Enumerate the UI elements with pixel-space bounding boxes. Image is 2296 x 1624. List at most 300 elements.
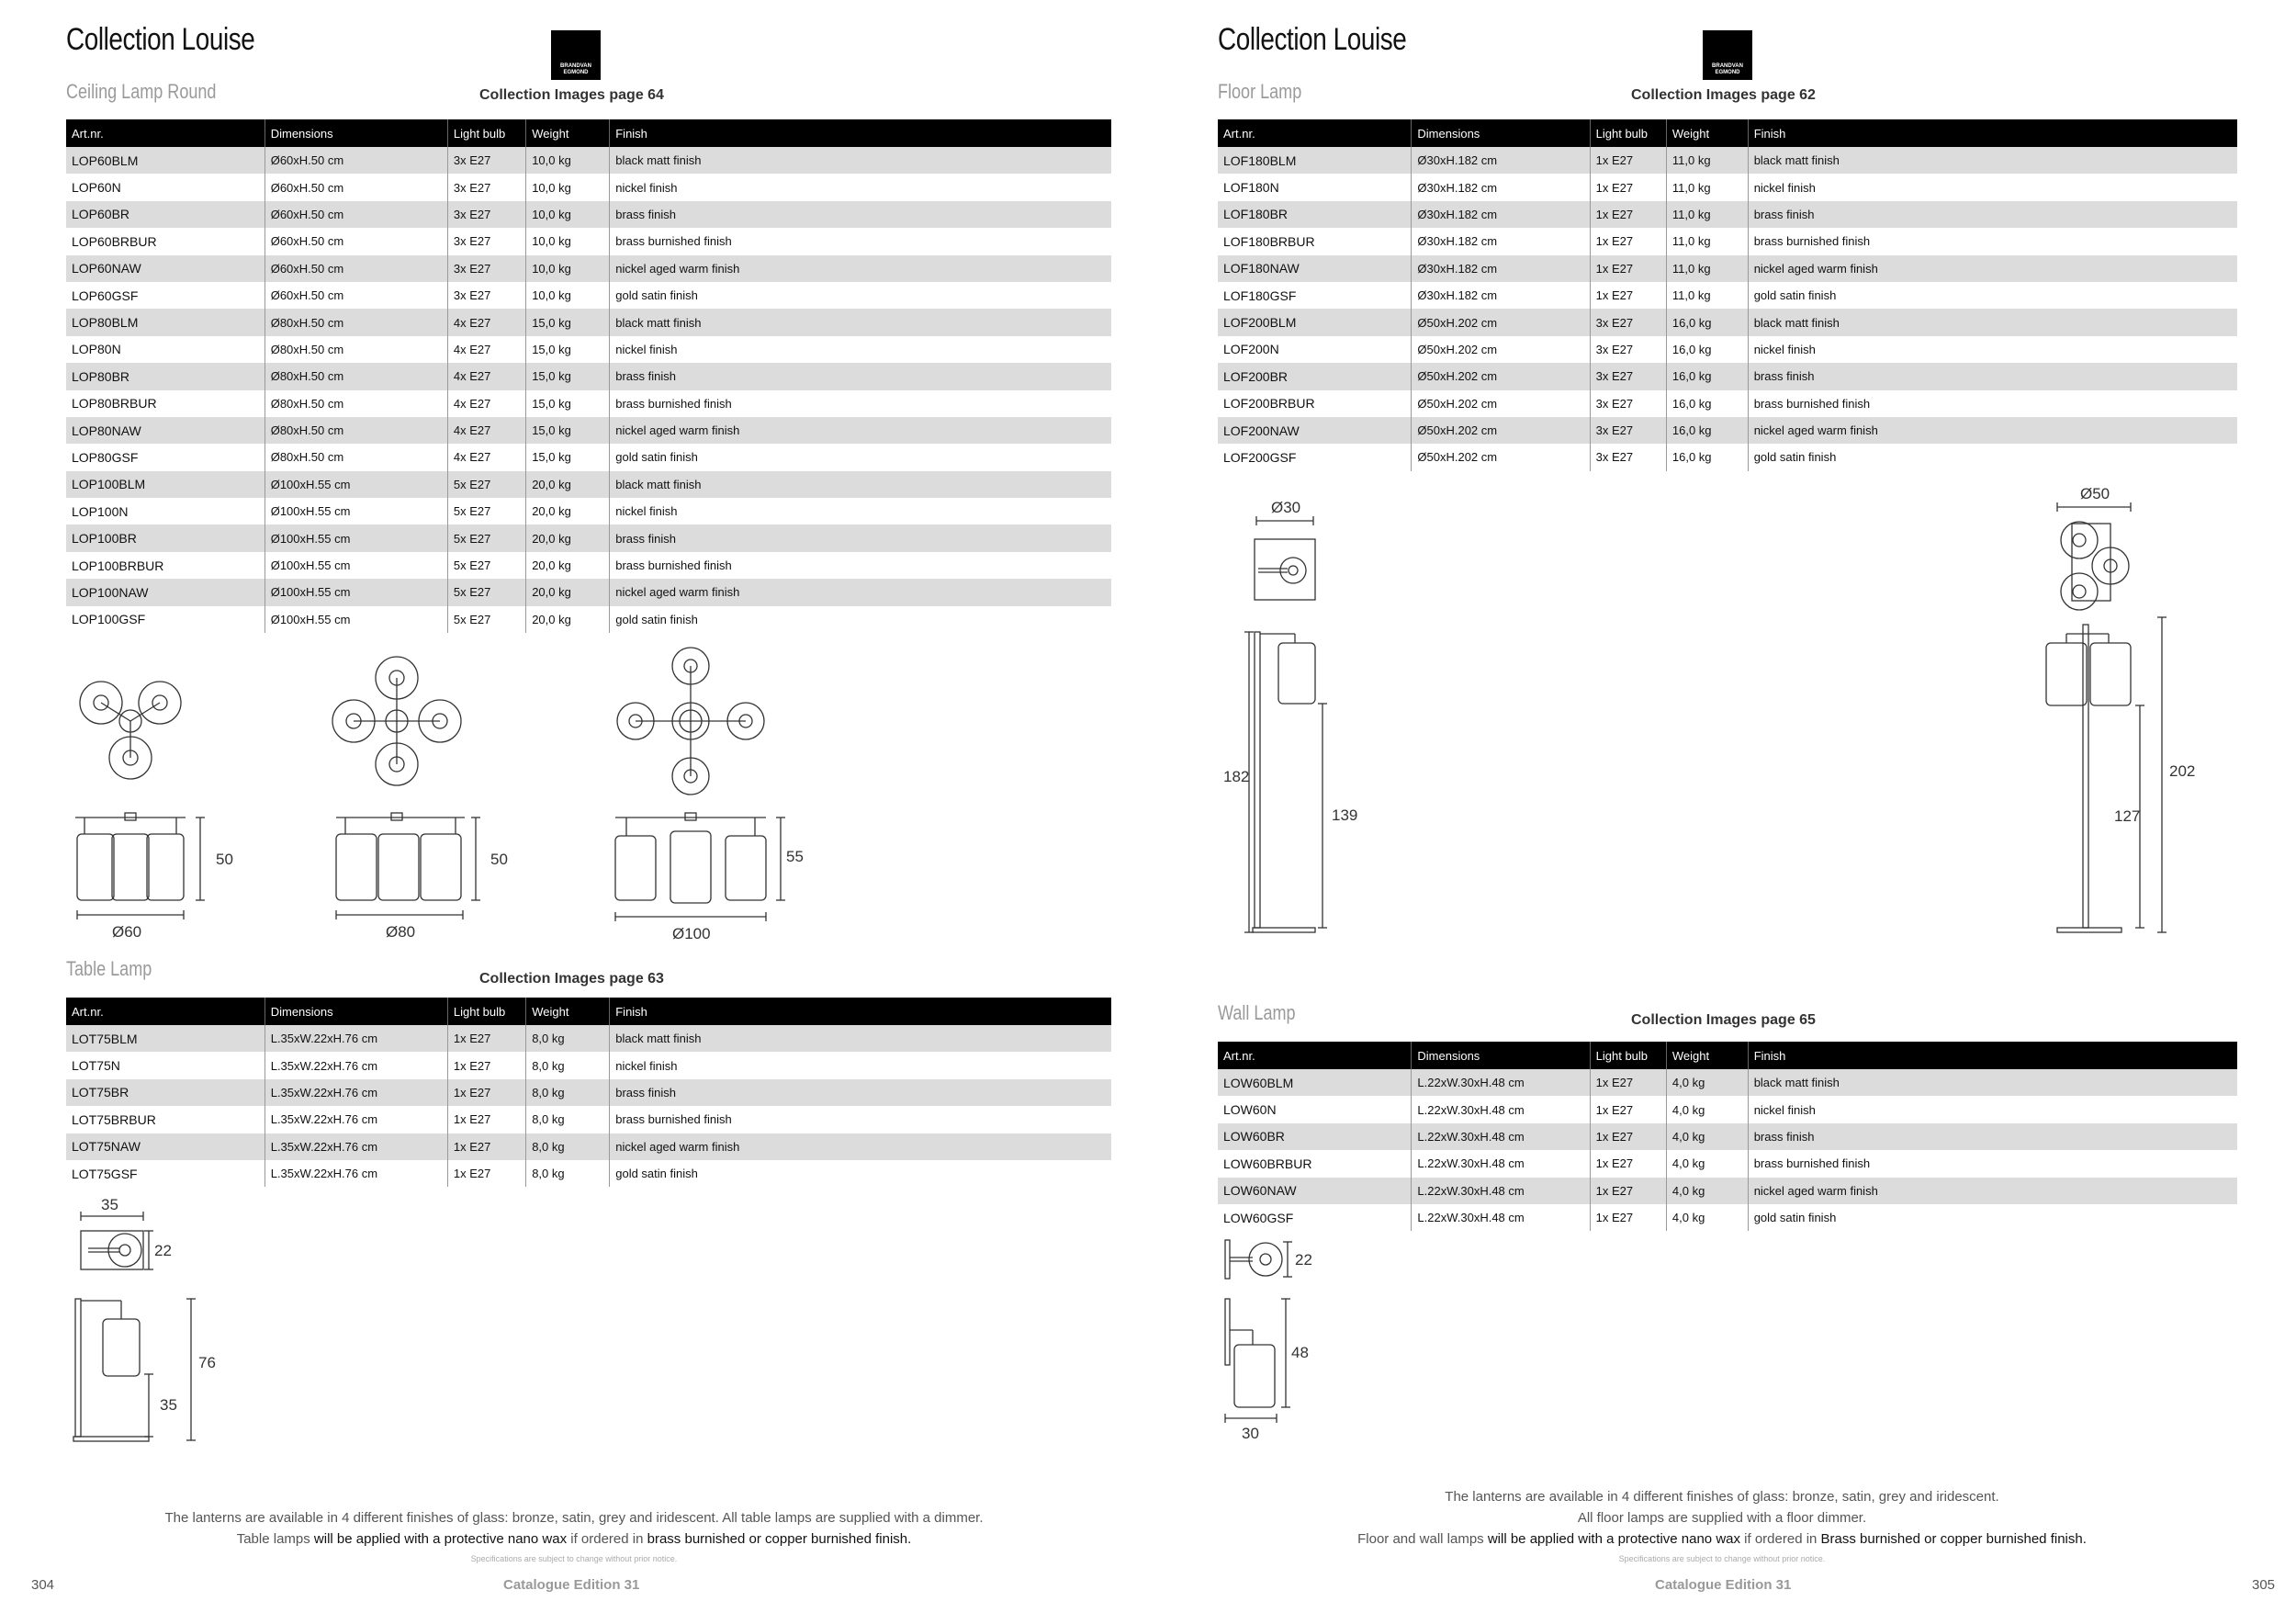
table-cell: gold satin finish [1748, 1204, 2237, 1231]
table-cell: 1x E27 [1590, 1178, 1666, 1204]
table-cell: brass finish [1748, 1123, 2237, 1150]
table-cell: brass burnished finish [610, 1106, 1111, 1133]
ceiling-80-width-label: Ø80 [386, 923, 416, 941]
table-cell: LOP60GSF [66, 282, 264, 309]
table-row [66, 174, 1111, 200]
column-header: Dimensions [264, 998, 447, 1025]
table-row [66, 471, 1111, 498]
table-cell: 3x E27 [1590, 309, 1666, 335]
table-row [1218, 1150, 2237, 1177]
footer-note [1148, 1486, 2296, 1550]
table-cell: 4,0 kg [1666, 1096, 1748, 1122]
wall-lamp-top-view [1225, 1240, 1312, 1279]
table-row [66, 1025, 1111, 1052]
table-row [66, 336, 1111, 363]
table-cell: LOF180NAW [1218, 255, 1412, 282]
table-row [1218, 1204, 2237, 1231]
table-cell: gold satin finish [610, 282, 1111, 309]
table-cell: 1x E27 [1590, 174, 1666, 200]
table-cell: 16,0 kg [1666, 444, 1748, 470]
table-cell: LOP80BR [66, 363, 264, 389]
table-cell: 1x E27 [1590, 147, 1666, 174]
table-cell: 1x E27 [447, 1106, 525, 1133]
table-cell: 20,0 kg [526, 579, 610, 605]
table-cell: LOP60NAW [66, 255, 264, 282]
section-title-ceiling: Ceiling Lamp Round [66, 80, 217, 103]
table-cell: Ø80xH.50 cm [264, 363, 447, 389]
column-header: Art.nr. [1218, 119, 1412, 147]
table-cell: Ø30xH.182 cm [1412, 147, 1590, 174]
table-cell: nickel finish [1748, 174, 2237, 200]
table-cell: LOP60BRBUR [66, 228, 264, 254]
table-cell: LOF200NAW [1218, 417, 1412, 444]
table-lamp-width-label: 35 [101, 1196, 118, 1213]
table-cell: Ø60xH.50 cm [264, 255, 447, 282]
column-header: Light bulb [1590, 119, 1666, 147]
table-cell: LOP60BLM [66, 147, 264, 174]
table-cell: 4x E27 [447, 417, 525, 444]
table-cell: LOP80N [66, 336, 264, 363]
table-row [1218, 390, 2237, 417]
table-row [66, 1079, 1111, 1106]
table-cell: nickel aged warm finish [1748, 417, 2237, 444]
table-row [1218, 201, 2237, 228]
section-title-wall: Wall Lamp [1218, 1001, 1296, 1024]
table-cell: Ø80xH.50 cm [264, 309, 447, 335]
table-cell: Ø30xH.182 cm [1412, 228, 1590, 254]
table-cell: Ø60xH.50 cm [264, 201, 447, 228]
column-header: Weight [526, 119, 610, 147]
table-cell: L.22xW.30xH.48 cm [1412, 1096, 1590, 1122]
table-cell: Ø50xH.202 cm [1412, 390, 1590, 417]
table-cell: LOP60N [66, 174, 264, 200]
table-cell: 3x E27 [447, 282, 525, 309]
table-cell: nickel finish [610, 174, 1111, 200]
table-cell: black matt finish [610, 471, 1111, 498]
table-cell: 15,0 kg [526, 363, 610, 389]
table-cell: 1x E27 [1590, 201, 1666, 228]
table-cell: 1x E27 [1590, 1096, 1666, 1122]
table-row [1218, 1069, 2237, 1096]
table-cell: brass finish [1748, 363, 2237, 389]
table-cell: gold satin finish [610, 606, 1111, 633]
table-row [66, 147, 1111, 174]
collection-images-ref: Collection Images page 64 [479, 87, 664, 103]
table-cell: black matt finish [1748, 1069, 2237, 1096]
note-line-2 [0, 1528, 1148, 1550]
table-lamp-table [66, 998, 1111, 1187]
table-cell: 4x E27 [447, 336, 525, 363]
floor-lamp-table [1218, 119, 2237, 471]
table-cell: LOF180GSF [1218, 282, 1412, 309]
table-cell: L.35xW.22xH.76 cm [264, 1160, 447, 1187]
note-finishes: brass burnished or copper burnished finish. [647, 1531, 912, 1547]
disclaimer: Specifications are subject to change without prior notice. [1618, 1554, 1826, 1563]
right-page [1148, 0, 2296, 1624]
table-cell: LOF180BR [1218, 201, 1412, 228]
table-cell: brass burnished finish [1748, 228, 2237, 254]
table-cell: LOW60BLM [1218, 1069, 1412, 1096]
logo-line-2: EGMOND [1715, 70, 1740, 75]
table-cell: black matt finish [610, 147, 1111, 174]
table-cell: nickel finish [1748, 1096, 2237, 1122]
ceiling-80-plan [332, 657, 461, 785]
table-cell: nickel aged warm finish [1748, 1178, 2237, 1204]
note-nano-wax: will be applied with a protective nano wax [1483, 1531, 1740, 1547]
table-cell: 8,0 kg [526, 1160, 610, 1187]
logo-line-1: BRANDVAN [560, 63, 591, 69]
column-header: Art.nr. [1218, 1042, 1412, 1069]
table-cell: brass burnished finish [610, 390, 1111, 417]
note-line-1: The lanterns are available in 4 different finishes of glass: bronze, satin, grey and iridescent. All table lamps are supplied with a dimmer. [164, 1510, 984, 1526]
table-row [1218, 174, 2237, 200]
table-cell: 3x E27 [1590, 417, 1666, 444]
table-cell: 3x E27 [1590, 363, 1666, 389]
table-row [66, 524, 1111, 551]
ceiling-60-width-label: Ø60 [112, 923, 142, 941]
table-row [1218, 147, 2237, 174]
table-cell: nickel finish [1748, 336, 2237, 363]
table-cell: Ø60xH.50 cm [264, 147, 447, 174]
table-row [1218, 1096, 2237, 1122]
table-lamp-drawing [64, 1194, 303, 1451]
table-cell: LOP100NAW [66, 579, 264, 605]
table-row [1218, 1123, 2237, 1150]
table-row [66, 606, 1111, 633]
table-cell: 1x E27 [1590, 1123, 1666, 1150]
collection-images-ref: Collection Images page 62 [1631, 87, 1816, 103]
table-cell: LOF180BLM [1218, 147, 1412, 174]
table-row [66, 282, 1111, 309]
table-lamp-top-view [81, 1196, 172, 1269]
table-cell: LOF200BRBUR [1218, 390, 1412, 417]
column-header: Light bulb [1590, 1042, 1666, 1069]
table-header [66, 998, 1111, 1025]
table-cell: L.35xW.22xH.76 cm [264, 1133, 447, 1160]
ceiling-100-width-label: Ø100 [672, 925, 711, 942]
table-cell: 1x E27 [447, 1160, 525, 1187]
table-cell: nickel aged warm finish [610, 255, 1111, 282]
section-title-table: Table Lamp [66, 957, 152, 980]
table-cell: Ø60xH.50 cm [264, 282, 447, 309]
table-cell: Ø100xH.55 cm [264, 524, 447, 551]
table-cell: 11,0 kg [1666, 147, 1748, 174]
table-cell: LOF200BR [1218, 363, 1412, 389]
page-number: 305 [2252, 1577, 2276, 1593]
table-cell: 4,0 kg [1666, 1123, 1748, 1150]
table-cell: LOP80GSF [66, 444, 264, 470]
table-cell: 10,0 kg [526, 255, 610, 282]
column-header: Art.nr. [66, 998, 264, 1025]
floor-lamp-drawings [1212, 485, 2241, 946]
table-row [66, 363, 1111, 389]
table-cell: 20,0 kg [526, 524, 610, 551]
table-cell: brass finish [610, 1079, 1111, 1106]
wall-lamp-height-label: 48 [1291, 1344, 1309, 1361]
table-cell: 15,0 kg [526, 309, 610, 335]
table-cell: 3x E27 [1590, 390, 1666, 417]
table-cell: 5x E27 [447, 524, 525, 551]
table-cell: 16,0 kg [1666, 417, 1748, 444]
table-cell: brass finish [610, 201, 1111, 228]
table-row [1218, 255, 2237, 282]
ceiling-lamp-drawings [64, 643, 804, 955]
logo-line-1: BRANDVAN [1712, 63, 1743, 69]
table-cell: 10,0 kg [526, 147, 610, 174]
table-cell: brass finish [1748, 201, 2237, 228]
table-cell: Ø100xH.55 cm [264, 552, 447, 579]
table-cell: 3x E27 [447, 174, 525, 200]
table-cell: L.22xW.30xH.48 cm [1412, 1204, 1590, 1231]
table-row [66, 228, 1111, 254]
floor-200-arm-label: 127 [2114, 807, 2141, 825]
table-cell: 5x E27 [447, 579, 525, 605]
logo-line-2: EGMOND [563, 70, 589, 75]
table-row [66, 255, 1111, 282]
table-cell: 8,0 kg [526, 1079, 610, 1106]
table-cell: LOW60GSF [1218, 1204, 1412, 1231]
table-row [66, 309, 1111, 335]
floor-180-height-label: 182 [1223, 768, 1250, 785]
table-cell: 5x E27 [447, 606, 525, 633]
table-row [1218, 1178, 2237, 1204]
table-cell: Ø60xH.50 cm [264, 174, 447, 200]
table-cell: 1x E27 [447, 1133, 525, 1160]
floor-200-width-label: Ø50 [2080, 485, 2110, 502]
column-header: Light bulb [447, 119, 525, 147]
wall-lamp-table [1218, 1042, 2237, 1231]
table-cell: Ø100xH.55 cm [264, 606, 447, 633]
column-header: Dimensions [264, 119, 447, 147]
table-cell: black matt finish [1748, 147, 2237, 174]
table-row [66, 1106, 1111, 1133]
table-cell: 15,0 kg [526, 390, 610, 417]
table-cell: 16,0 kg [1666, 309, 1748, 335]
page-title: Collection Louise [66, 22, 255, 57]
table-row [66, 498, 1111, 524]
wall-lamp-side-view [1225, 1299, 1309, 1442]
table-cell: 15,0 kg [526, 417, 610, 444]
table-row [66, 444, 1111, 470]
table-cell: Ø50xH.202 cm [1412, 363, 1590, 389]
floor-180-width-label: Ø30 [1271, 499, 1301, 516]
table-cell: 8,0 kg [526, 1025, 610, 1052]
table-row [1218, 336, 2237, 363]
table-cell: Ø80xH.50 cm [264, 417, 447, 444]
table-cell: 4,0 kg [1666, 1178, 1748, 1204]
note-line-1: The lanterns are available in 4 different finishes of glass: bronze, satin, grey and iridescent. [1445, 1489, 1999, 1505]
section-title-floor: Floor Lamp [1218, 80, 1302, 103]
table-cell: 5x E27 [447, 552, 525, 579]
table-cell: LOW60BR [1218, 1123, 1412, 1150]
table-cell: 3x E27 [447, 255, 525, 282]
table-cell: Ø50xH.202 cm [1412, 336, 1590, 363]
ceiling-60-plan [80, 682, 181, 779]
table-cell: LOT75BR [66, 1079, 264, 1106]
ceiling-60-elevation [75, 813, 233, 941]
table-row [66, 1160, 1111, 1187]
table-cell: Ø30xH.182 cm [1412, 201, 1590, 228]
table-cell: LOW60NAW [1218, 1178, 1412, 1204]
table-cell: Ø30xH.182 cm [1412, 282, 1590, 309]
table-row [66, 579, 1111, 605]
ceiling-60-height-label: 50 [216, 851, 233, 868]
table-cell: nickel finish [610, 498, 1111, 524]
table-cell: brass burnished finish [1748, 1150, 2237, 1177]
table-cell: Ø30xH.182 cm [1412, 255, 1590, 282]
table-cell: 16,0 kg [1666, 390, 1748, 417]
note-emph-floor-wall: Floor and wall lamps [1357, 1531, 1484, 1547]
table-cell: 4x E27 [447, 363, 525, 389]
note-line-2: All floor lamps are supplied with a floor dimmer. [1577, 1510, 1867, 1526]
table-cell: gold satin finish [610, 1160, 1111, 1187]
table-cell: Ø50xH.202 cm [1412, 309, 1590, 335]
table-cell: LOP80BLM [66, 309, 264, 335]
table-row [1218, 417, 2237, 444]
table-cell: Ø60xH.50 cm [264, 228, 447, 254]
table-cell: 5x E27 [447, 498, 525, 524]
note-if-ordered: if ordered in [1740, 1531, 1821, 1547]
table-lamp-height-label: 76 [198, 1354, 216, 1371]
table-cell: brass burnished finish [610, 228, 1111, 254]
table-cell: L.22xW.30xH.48 cm [1412, 1178, 1590, 1204]
table-cell: 10,0 kg [526, 228, 610, 254]
table-cell: L.22xW.30xH.48 cm [1412, 1123, 1590, 1150]
table-cell: LOT75BLM [66, 1025, 264, 1052]
brand-logo [551, 30, 601, 80]
note-nano-wax: will be applied with a protective nano wax [310, 1531, 568, 1547]
brand-logo [1703, 30, 1752, 80]
table-cell: nickel aged warm finish [610, 579, 1111, 605]
column-header: Art.nr. [66, 119, 264, 147]
table-cell: 15,0 kg [526, 444, 610, 470]
table-lamp-side-view [73, 1299, 216, 1441]
table-header [1218, 119, 2237, 147]
wall-lamp-depth-label: 22 [1295, 1251, 1312, 1269]
table-cell: 8,0 kg [526, 1133, 610, 1160]
table-cell: 8,0 kg [526, 1106, 610, 1133]
table-cell: 1x E27 [447, 1052, 525, 1078]
column-header: Weight [1666, 1042, 1748, 1069]
wall-lamp-drawing [1221, 1231, 1405, 1451]
table-row [66, 552, 1111, 579]
ceiling-80-height-label: 50 [490, 851, 508, 868]
table-row [1218, 282, 2237, 309]
note-emph-table-lamps: Table lamps [236, 1531, 310, 1547]
table-cell: LOT75NAW [66, 1133, 264, 1160]
table-cell: LOT75GSF [66, 1160, 264, 1187]
catalogue-edition: Catalogue Edition 31 [503, 1577, 640, 1593]
table-cell: Ø100xH.55 cm [264, 471, 447, 498]
table-cell: LOP100BRBUR [66, 552, 264, 579]
table-cell: 4,0 kg [1666, 1069, 1748, 1096]
column-header: Weight [1666, 119, 1748, 147]
footer-note [0, 1507, 1148, 1550]
table-cell: LOP100BLM [66, 471, 264, 498]
table-cell: brass finish [610, 363, 1111, 389]
table-row [1218, 363, 2237, 389]
table-cell: LOP60BR [66, 201, 264, 228]
table-cell: 1x E27 [1590, 1204, 1666, 1231]
ceiling-100-height-label: 55 [786, 848, 804, 865]
table-cell: LOF200BLM [1218, 309, 1412, 335]
table-cell: 4x E27 [447, 444, 525, 470]
table-row [1218, 228, 2237, 254]
table-cell: gold satin finish [1748, 444, 2237, 470]
table-cell: brass finish [610, 524, 1111, 551]
table-cell: 20,0 kg [526, 552, 610, 579]
table-cell: Ø50xH.202 cm [1412, 444, 1590, 470]
table-row [66, 417, 1111, 444]
table-cell: L.35xW.22xH.76 cm [264, 1106, 447, 1133]
table-cell: 20,0 kg [526, 606, 610, 633]
table-cell: 1x E27 [1590, 255, 1666, 282]
table-cell: gold satin finish [1748, 282, 2237, 309]
table-cell: 11,0 kg [1666, 282, 1748, 309]
column-header: Dimensions [1412, 119, 1590, 147]
table-cell: 20,0 kg [526, 471, 610, 498]
table-cell: LOF200GSF [1218, 444, 1412, 470]
table-cell: 3x E27 [447, 147, 525, 174]
note-if-ordered: if ordered in [567, 1531, 647, 1547]
ceiling-100-plan [617, 648, 764, 795]
page-title: Collection Louise [1218, 22, 1407, 57]
table-cell: LOP100GSF [66, 606, 264, 633]
table-cell: L.35xW.22xH.76 cm [264, 1052, 447, 1078]
table-cell: LOW60N [1218, 1096, 1412, 1122]
table-cell: nickel aged warm finish [610, 417, 1111, 444]
table-row [66, 1133, 1111, 1160]
wall-lamp-width-label: 30 [1242, 1425, 1259, 1442]
table-cell: LOT75BRBUR [66, 1106, 264, 1133]
table-cell: LOT75N [66, 1052, 264, 1078]
table-cell: black matt finish [610, 1025, 1111, 1052]
floor-180-arm-label: 139 [1332, 806, 1358, 824]
table-header [1218, 1042, 2237, 1069]
table-cell: 1x E27 [447, 1025, 525, 1052]
column-header: Finish [610, 998, 1111, 1025]
table-cell: 10,0 kg [526, 282, 610, 309]
table-cell: 3x E27 [1590, 444, 1666, 470]
table-cell: LOF180BRBUR [1218, 228, 1412, 254]
floor-180-drawing [1223, 499, 1357, 932]
table-cell: 4x E27 [447, 309, 525, 335]
table-cell: gold satin finish [610, 444, 1111, 470]
table-cell: 11,0 kg [1666, 174, 1748, 200]
table-cell: 3x E27 [447, 228, 525, 254]
table-row [1218, 444, 2237, 470]
table-cell: 15,0 kg [526, 336, 610, 363]
table-lamp-arm-label: 35 [160, 1396, 177, 1414]
table-cell: 5x E27 [447, 471, 525, 498]
table-cell: 1x E27 [1590, 1150, 1666, 1177]
table-cell: brass burnished finish [610, 552, 1111, 579]
table-cell: LOP80BRBUR [66, 390, 264, 417]
column-header: Finish [610, 119, 1111, 147]
table-cell: Ø80xH.50 cm [264, 336, 447, 363]
table-cell: 1x E27 [1590, 1069, 1666, 1096]
table-cell: L.22xW.30xH.48 cm [1412, 1150, 1590, 1177]
note-finishes: Brass burnished or copper burnished finish. [1820, 1531, 2087, 1547]
floor-200-height-label: 202 [2169, 762, 2196, 780]
column-header: Dimensions [1412, 1042, 1590, 1069]
table-cell: 4,0 kg [1666, 1150, 1748, 1177]
table-row [66, 390, 1111, 417]
column-header: Finish [1748, 119, 2237, 147]
collection-images-ref: Collection Images page 63 [479, 971, 664, 987]
table-cell: LOF200N [1218, 336, 1412, 363]
table-cell: LOP100BR [66, 524, 264, 551]
